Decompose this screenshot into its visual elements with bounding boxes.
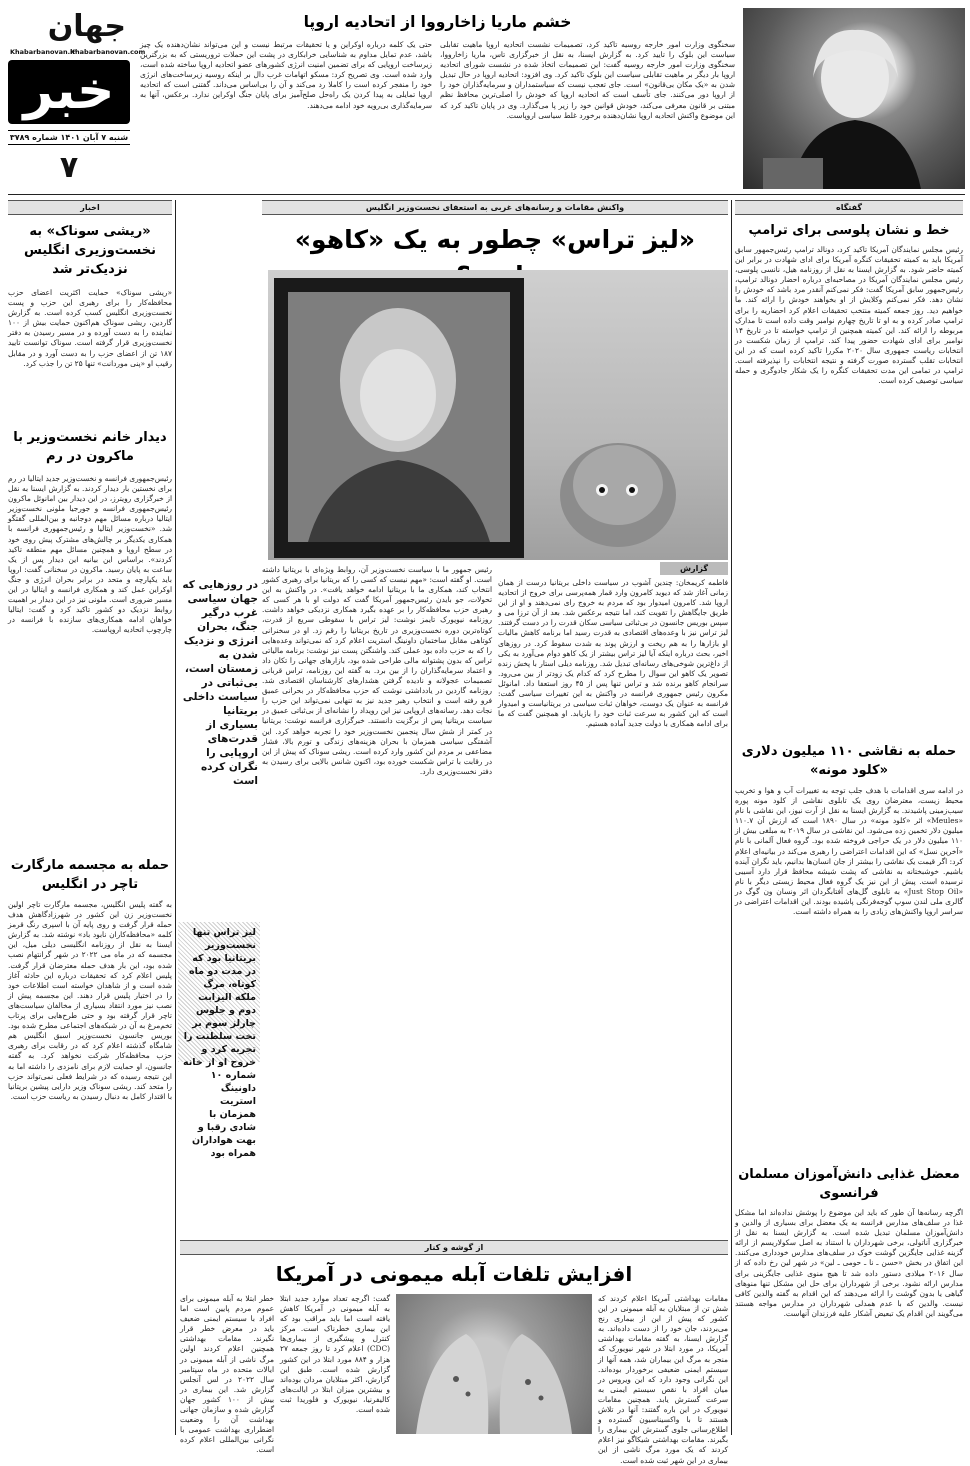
right-headline-2: حمله به نقاشی ۱۱۰ میلیون دلاری «کلود مونه»: [741, 744, 957, 778]
section-title: جهان: [47, 9, 126, 44]
left-headline-3: حمله به مجسمه مارگارت تاچر در انگلیس: [10, 858, 170, 892]
top-article-col1: سخنگوی وزارت امور خارجه روسیه تاکید کرد، تصمیمات نشست اتحادیه اروپا ماهیت تقابلی سیاست این بلوک را تایید کرد. به گزارش ایسنا، به نقل از خبرگزاری تاس، ماریا زاخارووا، سخنگوی وزارت امور خارجه روسیه گفت: این تصمیمات اتخاذ شده در نشست شورای اتحادیه اروپا بار دیگر بر ماهیت تقابلی سیاست این بلوک تاکید کرد. وی افزود: اتحادیه اروپا در حال تبدیل شدن به «یک مکان بی‌قانون» است. جای تعجب نیست که سیاستمداران و سرمایه‌گذاران خود را از اروپا دور می‌کنند. جای تأسف است که اتحادیه اروپا که خودش را اصلی‌ترین محافظ نظم مبتنی بر قانون معرفی می‌کند، خودش قوانین خود را زیر پا می‌گذارد. وی در پایان تاکید کرد که این موضوع واکنش اتحادیه اروپا نشان‌دهنده برخورد غلط سیاسی اروپاست.: [440, 40, 735, 120]
top-rule: [8, 194, 965, 195]
main-body-col1: فاطمه کریمخان: چندین آشوب در سیاست داخلی بریتانیا درست از همان زمانی آغاز شد که دیوید کامرون وارد قمار همه‌پرسی برای خروج از اتحادیه اروپا شد. کامرون امیدوار بود که مردم به خروج رای نمی‌دهند و او از این طریق جایگاهش را تقویت کند، اما نتیجه برعکس شد. بعد از آن ترزا می و سپس بوریس جانسون در بی‌ثباتی سیاسی سکان قدرت را در دست گرفتند. لیز تراس نیز با وعده‌های اقتصادی به قدرت رسید اما برنامه کاهش مالیات او بازارها را به هم ریخت و ارزش پوند به شدت سقوط کرد. در روزهای اخیر، بحث درباره اینکه آیا لیز تراس بیشتر از یک کاهو دوام می‌آورد به یکی از داغ‌ترین شوخی‌های رسانه‌ای تبدیل شد. روزنامه دیلی استار با پخش زنده تصویر یک کاهو این سوال را مطرح کرد که کدام یک زودتر از بین می‌رود. سرانجام کاهو برنده شد و تراس تنها پس از ۴۵ روز استعفا داد. امانوئل مکرون رئیس جمهوری فرانسه در واکنش به این تغییرات سیاسی گفت: فرانسه به عنوان یک دوست، خواهان ثبات سیاسی در بریتانیاست و امیدوار است که این کشور به سرعت ثبات خود را بازیابد. او همچنین گفت که ما برای ادامه همکاری با دولت جدید آماده هستیم.: [498, 578, 728, 729]
masthead: [8, 8, 146, 191]
site-url-ir: Khabarbanovan.ir: [10, 48, 76, 56]
left-headline-1: «ریشی سوناک» به نخست‌وزیری انگلیس نزدیک‌تر شد: [23, 224, 157, 277]
truss-photo: [268, 270, 728, 560]
main-body-col2: رئیس جمهور ما با سیاست نخست‌وزیر آن، روابط ویژه‌ای با بریتانیا داشته است. او گفته است: «مهم نیست که کسی را که بریتانیا برای رهبری کشور انتخاب کند، همکاری ما با بریتانیا ادامه خواهد یافت». در واکنش به این تحولات، جو بایدن رئیس‌جمهور آمریکا گفت که دولت او با هر کسی که رهبری حزب محافظه‌کار را بر عهده بگیرد همکاری نزدیکی خواهد داشت. روزنامه نیویورک تایمز نوشت: لیز تراس با سقوطی سریع از قدرت، کوتاه‌ترین دوره نخست‌وزیری در تاریخ بریتانیا را رقم زد. او در سخنرانی کوتاهی مقابل ساختمان داونینگ استریت اعلام کرد که نمی‌تواند وعده‌هایی را که به حزب داده بود عملی کند. واشنگتن پست نیز نوشت: برنامه مالیاتی تراس که بدون پشتوانه مالی طراحی شده بود، بازارهای جهانی را تکان داد و اعتماد سرمایه‌گذاران را از بین برد. به گفته این روزنامه، تراس قربانی تصمیمات عجولانه و نادیده گرفتن هشدارهای کارشناسان اقتصادی شد. روزنامه گاردین در یادداشتی نوشت که حزب محافظه‌کار در بحرانی عمیق فرو رفته است و انتخاب رهبر جدید نیز به تنهایی نمی‌تواند این حزب را نجات دهد. رسانه‌های اروپایی نیز این رویداد را نشانه‌ای از بی‌ثباتی عمیق در سیاست بریتانیا پس از برگزیت دانستند. خبرگزاری فرانسه نوشت: بریتانیا در کمتر از شش سال پنجمین نخست‌وزیر خود را تجربه خواهد کرد. این آشفتگی سیاسی همزمان با بحران هزینه‌های زندگی و تورم بالا، فشار مضاعفی بر مردم این کشور وارد کرده است. ریشی سوناک که پیش از این در رقابت با تراس شکست خورده بود، اکنون شانس بالایی برای رسیدن به دفتر نخست‌وزیری دارد.: [262, 565, 492, 776]
pull-quote-1: در روزهایی که جهان سیاسی غرب درگیر جنگ، بحران انرژی و نزدیک شدن به زمستان است، بی‌ثباتی در سیاست داخلی بریتانیا بسیاری از قدرت‌های اروپایی را نگران کرده است: [182, 579, 258, 787]
site-url-com: Khabarbanovan.com: [70, 48, 146, 56]
page-number: ۷: [59, 150, 79, 185]
left-column-rule: [175, 200, 176, 1435]
hands-photo: [396, 1294, 592, 1434]
bottom-body-col2: گفت: اگرچه تعداد موارد جدید ابتلا به آبله میمونی در آمریکا کاهش یافته است اما باید مراقب بود که این بیماری خطرناک است. مرکز کنترل و پیشگیری از بیماری‌ها (CDC) اعلام کرد تا روز جمعه ۲۷ هزار و ۸۸۴ مورد ابتلا در این کشور گزارش شده است. طبق این گزارش، اکثر مبتلایان مردان بوده‌اند و بیشترین میزان ابتلا در ایالت‌های کالیفرنیا، نیویورک و فلوریدا ثبت شده است.: [280, 1294, 390, 1415]
bottom-body-col3: خطر ابتلا به آبله میمونی برای عموم مردم پایین است اما افراد با سیستم ایمنی ضعیف باید در معرض خطر قرار نگیرند. مقامات بهداشتی همچنین اعلام کردند اولین مرگ ناشی از آبله میمونی در ایالات متحده در ماه سپتامبر سال ۲۰۲۲ در لس آنجلس گزارش شد. این بیماری در بیش از ۱۰۰ کشور جهان گزارش شده و سازمان جهانی بهداشت آن را وضعیت اضطراری بهداشت عمومی با نگرانی بین‌المللی اعلام کرده است.: [180, 1294, 274, 1455]
left-body-3: به گفته پلیس انگلیس، مجسمه مارگارت تاچر اولین نخست‌وزیر زن این کشور در شهرزادگاهش هدف حمله قرار گرفت و روی پایه آن با اسپری رنگ قرمز کلمه «محافظه‌کاران نابود باد» نوشته شد. به گزارش ایسنا به نقل از روزنامه انگلیسی دیلی میل، این مجسمه که در ماه می ۲۰۲۲ در شهر گرانتهام نصب شده بود، این بار هدف حمله معترضان قرار گرفت. پلیس اعلام کرد که تحقیقات درباره این حادثه آغاز شده است و از شاهدان خواسته است اطلاعات خود را در اختیار پلیس قرار دهند. این مجسمه پیش از نصب نیز مورد انتقاد بسیاری از مخالفان سیاست‌های تاچر قرار گرفته بود و حتی طرح‌هایی برای پرتاب تخم‌مرغ به آن در شبکه‌های اجتماعی مطرح شده بود. بوریس جانسون نخست‌وزیر اسبق انگلیس هم شامگاه گذشته اعلام کرد که در رقابت برای رهبری حزب محافظه‌کار شرکت نخواهد کرد. به گفته جانسون، او حمایت لازم برای نامزدی را داشته اما به این نتیجه رسیده که در شرایط فعلی نمی‌تواند حزب را متحد کند. ریشی سوناک وزیر دارایی پیشین بریتانیا با اقتدار کامل به دنبال رسیدن به ریاست حزب است.: [8, 900, 172, 1101]
bottom-headline: افزایش تلفات آبله میمونی در آمریکا: [275, 1262, 633, 1286]
dateline: شنبه ۷ آبان ۱۴۰۱ شماره ۳۷۸۹: [8, 130, 130, 145]
bottom-body-col1: مقامات بهداشتی آمریکا اعلام کردند که شش تن از مبتلایان به آبله میمونی در این کشور که پیش از این از بیماری رنج می‌بردند، جان خود را از دست داده‌اند. به گزارش ایسنا، به گفته مقامات بهداشتی آمریکا، در مورد ابتلا در شهر نیویورک که منجر به مرگ این بیماران شد، همه آنها از سیستم ایمنی ضعیفی برخوردار بوده‌اند. این نگرانی وجود دارد که این ویروس در میان افراد با نقص سیستم ایمنی به سرعت گسترش یابد. همچنین مقامات نیویورک در این باره گفتند: آنها در تلاش هستند تا با واکسیناسیون گسترده و اطلاع‌رسانی جلوی گسترش این بیماری را بگیرند. مقامات بهداشتی شیکاگو نیز اعلام کردند که یک مورد مرگ ناشی از این بیماری در این شهر ثبت شده است.: [598, 1294, 728, 1465]
right-section-label: گفتگاه: [735, 200, 963, 215]
top-article-col2: حتی یک کلمه درباره اوکراین و یا تحقیقات مرتبط نیست و این می‌تواند نشان‌دهنده یک چیز باشد، عدم تمایل مداوم به شناسایی خرابکاری در پشت این حملات تروریستی که به بزرگترین زیرساخت اروپایی که برای تضمین امنیت انرژی کشورهای عضو اتحادیه اروپا ساخته شده است، وارد شده است. وی تصریح کرد: مسکو اتهامات غرب دال بر اینکه روسیه زیرساخت‌های انرژی خود را منفجر کرده است را کاملا رد می‌کند و آن را بی‌اساس می‌داند. گفتنی است که اتحادیه اروپا تمایلی به پیدا کردن یک راه‌حل صلح‌آمیز برای پایان جنگ اوکراین ندارد. برعکس، آنها به سرمایه‌گذاری بی‌رویه خود ادامه می‌دهند.: [140, 40, 432, 110]
hands-figure: [396, 1294, 592, 1434]
logo-text: خبر: [23, 61, 115, 121]
pull-quote-2: لیز تراس تنها نخست‌وزیر بریتانیا بود که در مدت دو ماه کوتاه، مرگ ملکه الیزابت دوم و جلوس چارلز سوم بر تخت سلطنت را تجربه کرد و خروج او از خانه شماره ۱۰ داونینگ استریت همزمان با شادی رقبا و بهت هواداران همراه بود: [182, 927, 256, 1159]
right-body-2: در ادامه سری اقدامات با هدف جلب توجه به تغییرات آب و هوا و تخریب محیط زیست، معترضان روی یک تابلوی نقاشی از کلود مونه پوره سیب‌زمینی پاشیدند. به گزارش ایسنا به نقل از آرت نیوز، این نقاشی با نام «Meules» اثر «کلود مونه» در سال ۱۸۹۰ است که ارزش آن ۱۱۰.۷ میلیون دلار تخمین زده می‌شود. این نقاشی در سال ۲۰۱۹ به مبلغی بیش از ۱۱۰ میلیون دلار در یک حراجی فروخته شده بود. گروه فعال آلمانی با نام «آخرین نسل» که این اقدامات اعتراضی را رهبری می‌کند در بیانیه‌ای اعلام کرد: اگر قیمت یک نقاشی را بیشتر از جان انسان‌ها بدانیم، باید نگران آینده باشیم. خوشبختانه به نقاشی که پشت شیشه محافظ قرار دارد آسیبی نرسیده است. پیش از این نیز یک گروه فعال محیط زیستی دیگر با نام «Just Stop Oil» به تابلوی گل‌های آفتابگردان اثر ونسان ون گوگ در گالری ملی لندن سوپ گوجه‌فرنگی پاشیده بودند. این اقدامات اعتراضی در سراسر اروپا واکنش‌های زیادی را به همراه داشته است.: [735, 786, 963, 917]
right-headline-1: خط و نشان پلوسی برای ترامپ: [748, 223, 950, 238]
portrait-figure: [743, 8, 965, 189]
right-column-rule: [731, 200, 732, 1435]
left-section-label: اخبار: [8, 200, 172, 215]
left-body-2: رئیس‌جمهوری فرانسه و نخست‌وزیر جدید ایتالیا در رم برای نخستین بار دیدار کردند. به گزارش ایسنا به نقل از خبرگزاری رویترز، در این دیدار بین امانوئل ماکرون رئیس‌جمهوری فرانسه و جورجیا ملونی نخست‌وزیر ایتالیا درباره مسائل مهم دوجانبه و بین‌المللی گفتگو شد. «نخست‌وزیر ایتالیا و رئیس‌جمهوری فرانسه با همکاری یکدیگر بر چالش‌های مشترک پیش روی خود در سطح اروپا و همچنین مسائل مهم منطقه تاکید کردند». براساس این بیانیه این دیدار پس از یک ساعت به پایان رسید. ماکرون در سخنانی گفت: اروپا باید یکپارچه و متحد در برابر بحران انرژی و جنگ اوکراین عمل کند و همکاری فرانسه و ایتالیا در این مسیر ضروری است. ملونی نیز در این دیدار بر اهمیت روابط نزدیک دو کشور تاکید کرد و گفت: ایتالیا خواهان ادامه همکاری‌های سازنده با فرانسه در چارچوب اتحادیه اروپاست.: [8, 474, 172, 635]
logo: [8, 60, 130, 124]
bottom-kicker: از گوشه و کنار: [180, 1240, 728, 1255]
top-article-title: خشم ماریا زاخارووا از اتحادیه اروپا: [303, 13, 572, 31]
framed-portrait-and-lettuce: [268, 270, 728, 560]
right-body-3: اگرچه رسانه‌ها آن طور که باید این موضوع را پوشش نداده‌اند اما مشکل غذا در سلف‌های مدارس فرانسه به یک معضل برای بسیاری از والدین و دانش‌آموزان مسلمان تبدیل شده است. به گزارش ایسنا به نقل از خبرگزاری آناتولی، برخی شهرداران با استناد به اصل سکولاریسم از ارائه گزینه غذایی جایگزین گوشت خوک در سلف‌های مدارس خودداری می‌کنند. این اتفاق در بخش «حسن ـ نا ـ حومی ـ لین» در شهر لین رخ داده که از سال ۲۰۱۶ میلادی دستور داده شد تا هیچ منوی غذایی جایگزینی برای مدارس ارائه نشود. برخی از شهرداران برای حل این مشکل تنها منوهای گیاهی یا بدون گوشت را ارائه می‌دهند که این اقدام به گفته والدین کافی نیست. والدین که با عدم همدلی شهرداران در مدارس مواجه هستند می‌گویند این اقدام یک تبعیض آشکار علیه فرزندان آنهاست.: [735, 1208, 963, 1318]
left-headline-2: دیدار خانم نخست‌وزیر با ماکرون در رم: [13, 430, 167, 464]
right-body-1: رئیس مجلس نمایندگان آمریکا تاکید کرد، دونالد ترامپ رئیس‌جمهور سابق آمریکا باید به کمیته تحقیقات کنگره آمریکا برای ادای شهادت در برابر این کمیته حاضر شود. به گزارش ایسنا به نقل از روزنامه هیل، نانسی پلوسی، رئیس مجلس نمایندگان آمریکا در مصاحبه‌ای درباره احضار دونالد ترامپ، رئیس‌جمهور سابق آمریکا گفت: فکر نمی‌کنم آنقدر مرد باشد که خودش را نشان دهد. فکر نمی‌کنم وکلایش از او بخواهند خودش را ارائه کند. ما خواهیم دید. روز جمعه کمیته منتخب تحقیقات اعلام کرد احضاریه را برای ترامپ صادر کرده و به او تا تاریخ چهارم نوامبر وقت داده است تا مدارک مربوطه را ارائه کند. این کمیته همچنین از ترامپ خواسته تا در تاریخ ۱۴ نوامبر برای ادای شهادت حضور پیدا کند. ترامپ از زمان شکست در انتخابات ریاست جمهوری سال ۲۰۲۰ مکررا تاکید کرده است که در این انتخابات تقلب گسترده صورت گرفته و نتیجه انتخابات را نپذیرفته است. ترامپ در تمامی این مدت تحقیقات کنگره را یک شکار جادوگری و حمله سیاسی توصیف کرده است.: [735, 245, 963, 386]
left-body-1: «ریشی سوناک» حمایت اکثریت اعضای حزب محافظه‌کار را برای رهبری این حزب و پست نخست‌وزیری انگلیس کسب کرده است. به گزارش گاردین، ریشی سوناک هم‌اکنون حمایت بیش از ۱۰۰ نماینده را به دست آورده و در مسیر رسیدن به دفتر نخست‌وزیری قرار گرفته است. سوناک توانست تایید ۱۸۷ تن از اعضای حزب را به دست آورد و در مقابل رقیب او «پنی موردانت» تنها ۲۵ تن را جذب کرد.: [8, 288, 172, 368]
pull-quote-2-box: [178, 922, 260, 1159]
right-headline-3: معضل غذایی دانش‌آموزان مسلمان فرانسوی: [738, 1167, 960, 1201]
main-kicker: واکنش مقامات و رسانه‌های غربی به استعفای نخست‌وزیر انگلیس: [262, 200, 728, 215]
report-label: گزارش: [660, 562, 728, 575]
main-headline: «لیز تراس» چطور به یک «کاهو»: [294, 225, 696, 254]
zakharova-photo: [743, 8, 965, 189]
